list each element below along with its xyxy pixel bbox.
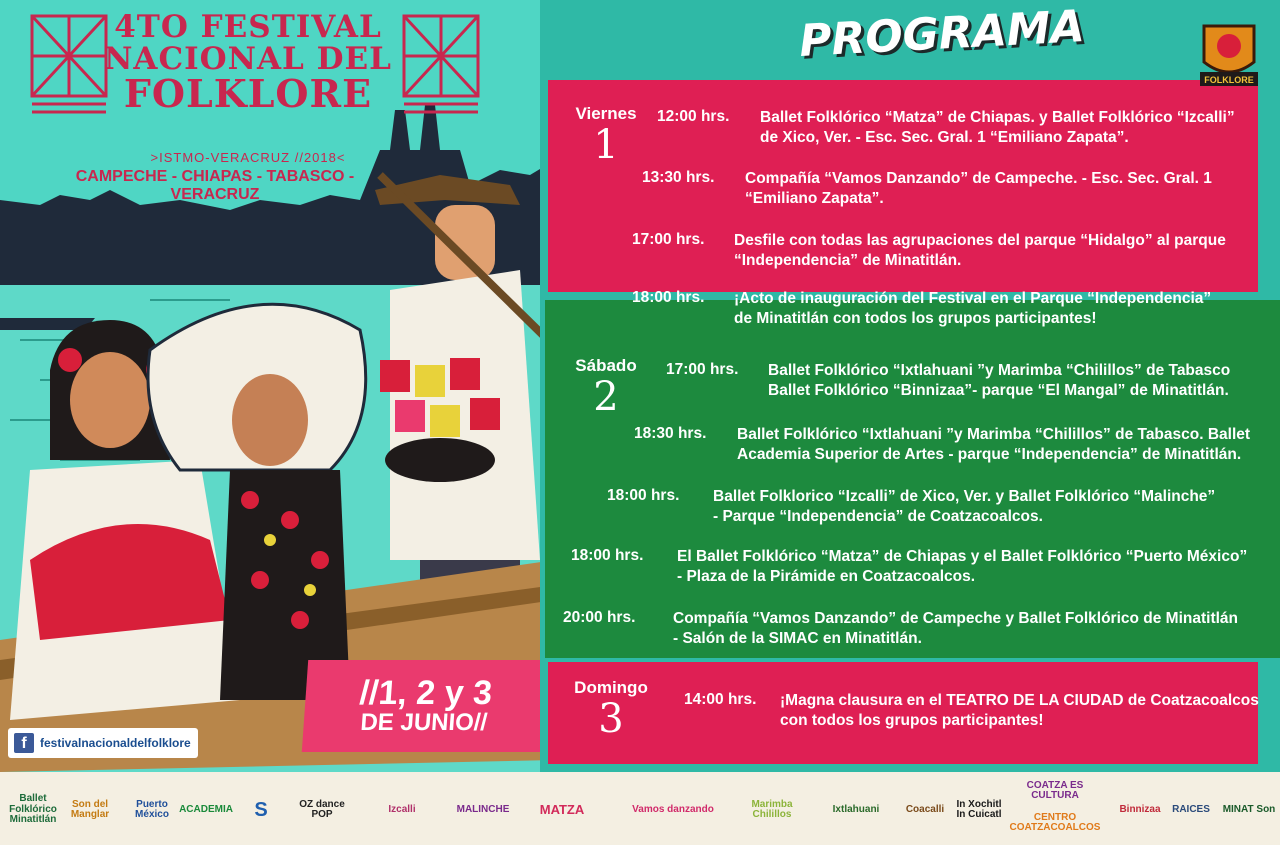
event-description: [734, 289, 1211, 329]
event-description: [713, 487, 1215, 527]
sponsor-logo: Ixtlahuani: [832, 803, 880, 815]
day-friday: [570, 104, 642, 166]
sponsor-logo: CENTRO COATZACOALCOS: [1009, 811, 1101, 833]
event-line: de Minatitlán con todos los grupos participantes!: [734, 309, 1097, 327]
event-time: 18:00 hrs.: [632, 289, 705, 306]
event-line: Compañía “Vamos Danzando” de Campeche. - Esc. Sec. Gral. 1: [745, 170, 1212, 187]
event-line: - Parque “Independencia” de Coatzacoalcos.: [713, 507, 1043, 525]
right-lattice-ornament: [400, 12, 482, 116]
facebook-handle: festivalnacionaldelfolklore: [40, 736, 191, 750]
event-description: [673, 609, 1238, 649]
dates-line-2: DE JUNIO//: [359, 708, 489, 736]
festival-dates-badge: [302, 660, 548, 752]
event-description: [737, 425, 1250, 465]
event-time: 14:00 hrs.: [684, 691, 757, 708]
saturday-band: [545, 300, 1280, 658]
event-line: Academia Superior de Artes - parque “Independencia” de Minatitlán.: [737, 445, 1242, 463]
sponsor-logo: Coacalli: [905, 803, 945, 815]
event-description: [768, 361, 1230, 401]
sponsor-logo: S: [254, 798, 268, 821]
sponsor-logo: COATZA ES CULTURA: [1026, 779, 1084, 801]
event-line: ¡Magna clausura en el TEATRO DE LA CIUDAD de Coatzacoalcos: [780, 692, 1259, 709]
programa-heading: PROGRAMA: [798, 1, 1086, 67]
event-time: 17:00 hrs.: [666, 361, 739, 378]
event-line: “Emiliano Zapata”.: [745, 189, 884, 207]
festival-poster-artwork: [0, 0, 555, 772]
sponsor-logo: RAICES: [1172, 803, 1210, 815]
day-name: Sábado: [575, 356, 637, 375]
event-line: Compañía “Vamos Danzando” de Campeche y Ballet Folklórico de Minatitlán: [673, 610, 1239, 627]
event-time: 12:00 hrs.: [657, 108, 730, 125]
sponsor-logo: In Xochitl In Cuicatl: [956, 798, 1002, 820]
day-name: Viernes: [575, 104, 637, 123]
sponsor-logo: MATZA: [539, 802, 585, 818]
sponsor-logo: ACADEMIA: [179, 803, 233, 815]
festival-logo-badge: [1196, 18, 1262, 90]
event-line: Ballet Folklórico “Ixtlahuani ”y Marimba “Chilillos” de Tabasco: [768, 362, 1231, 379]
event-line: - Salón de la SIMAC en Minatitlán.: [673, 629, 922, 647]
festival-subtitle: >ISTMO-VERACRUZ //2018<: [150, 150, 346, 165]
event-line: Ballet Folklórico “Matza” de Chiapas. y Ballet Folklórico “Izcalli”: [760, 109, 1235, 126]
sponsor-logo: Son del Manglar: [70, 798, 110, 820]
sponsor-logo: Puerto México: [135, 798, 169, 820]
sponsor-logo: Ballet Folklórico Minatitlán: [9, 793, 57, 826]
event-time: 18:30 hrs.: [634, 425, 707, 442]
day-saturday: [568, 356, 644, 418]
day-name: Domingo: [574, 678, 648, 697]
day-sunday: [572, 678, 650, 740]
festival-title-line-1: 4TO FESTIVAL: [114, 9, 382, 45]
event-line: con todos los grupos participantes!: [780, 711, 1044, 729]
facebook-icon: f: [14, 733, 34, 753]
event-line: Ballet Folklorico “Izcalli” de Xico, Ver. y Ballet Folklórico “Malinche”: [713, 488, 1216, 505]
sponsor-logo: Binnizaa: [1119, 803, 1161, 815]
event-time: 18:00 hrs.: [571, 547, 644, 564]
event-description: [745, 169, 1212, 209]
sponsor-logo: MALINCHE: [456, 803, 510, 815]
festival-title: [98, 9, 398, 117]
festival-title-line-3: FOLKLORE: [123, 71, 373, 117]
event-time: 17:00 hrs.: [632, 231, 705, 248]
festival-states: CAMPECHE - CHIAPAS - TABASCO - VERACRUZ: [75, 168, 355, 203]
facebook-link[interactable]: [8, 728, 198, 758]
festival-title-line-2: NACIONAL DEL: [104, 40, 392, 77]
day-number: 3: [598, 696, 624, 742]
event-line: de Xico, Ver. - Esc. Sec. Gral. 1 “Emiliano Zapata”.: [760, 128, 1129, 146]
event-line: ¡Acto de inauguración del Festival en el Parque “Independencia”: [734, 290, 1212, 307]
day-number: 1: [593, 122, 619, 168]
event-line: - Plaza de la Pirámide en Coatzacoalcos.: [677, 567, 976, 585]
day-number: 2: [593, 374, 619, 420]
event-description: [677, 547, 1247, 587]
event-line: El Ballet Folklórico “Matza” de Chiapas y el Ballet Folklórico “Puerto México”: [677, 548, 1248, 565]
event-line: “Independencia” de Minatitlán.: [734, 251, 962, 269]
event-description: [760, 108, 1235, 148]
event-time: 20:00 hrs.: [563, 609, 636, 626]
sponsor-logo: OZ dance POP: [299, 798, 345, 820]
sponsor-logo: Marimba Chilillos: [751, 798, 793, 820]
event-line: Ballet Folklórico “Binnizaa”- parque “El Mangal” de Minatitlán.: [768, 381, 1229, 399]
sponsor-logo: Vamos danzando: [632, 803, 714, 815]
event-description: [780, 691, 1259, 731]
sponsor-logo: MINAT Son: [1222, 803, 1276, 815]
event-line: Desfile con todas las agrupaciones del parque “Hidalgo” al parque: [734, 232, 1226, 249]
sponsor-logo: Izcalli: [388, 803, 416, 815]
event-time: 18:00 hrs.: [607, 487, 680, 504]
event-line: Ballet Folklórico “Ixtlahuani ”y Marimba “Chilillos” de Tabasco. Ballet: [737, 426, 1251, 443]
logo-badge-text: FOLKLORE: [1204, 75, 1254, 85]
event-time: 13:30 hrs.: [642, 169, 715, 186]
dates-line-1: //1, 2 y 3: [358, 673, 494, 712]
event-description: [734, 231, 1226, 271]
